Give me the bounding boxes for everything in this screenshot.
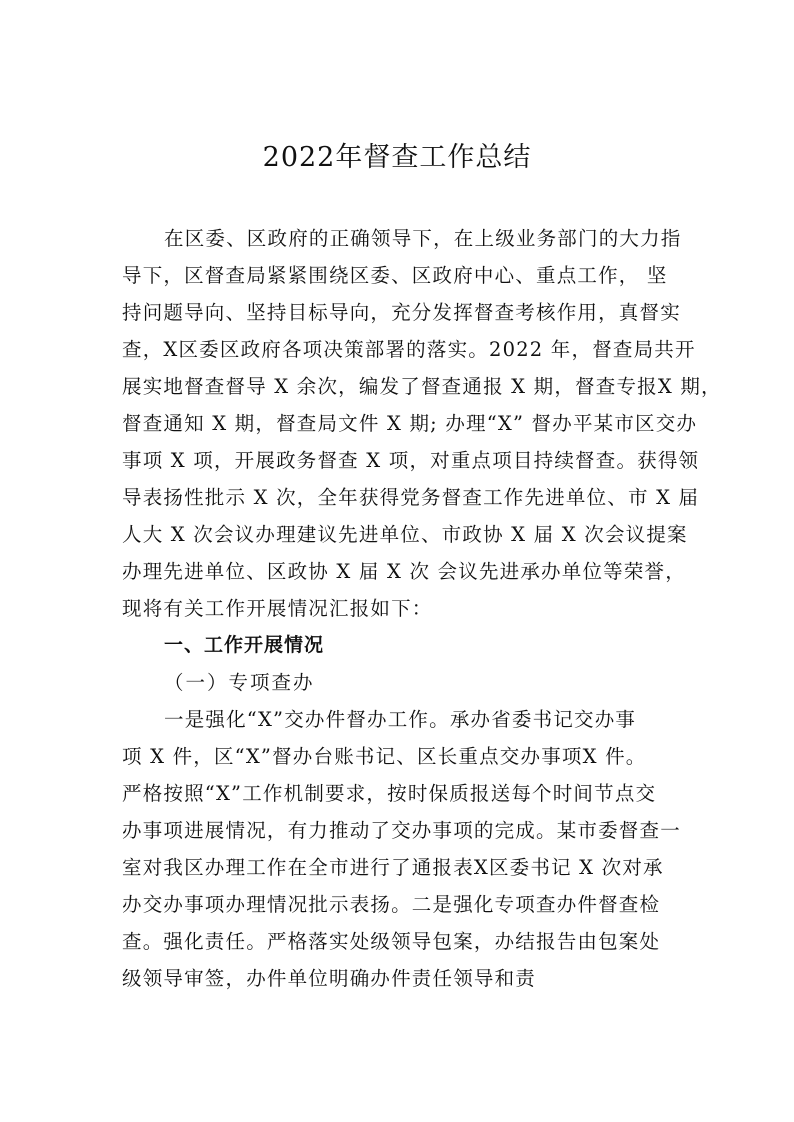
paragraph-line: 导下，区督查局紧紧围绕区委、区政府中心、重点工作， 坚 — [122, 264, 668, 287]
paragraph-line: 查，X区委区政府各项决策部署的落实。2022 年，督查局共开 — [122, 338, 696, 361]
subsection-heading: （一）专项查办 — [164, 671, 315, 694]
section-heading: 一、工作开展情况 — [164, 634, 325, 656]
paragraph-line: 办交办事项办理情况批示表扬。二是强化专项查办件督查检 — [122, 893, 661, 916]
paragraph-line: 项 X 件，区“X”督办台账书记、区长重点交办事项X 件。 — [122, 745, 647, 768]
paragraph-line: 在区委、区政府的正确领导下，在上级业务部门的大力指 — [164, 227, 682, 250]
paragraph-line: 现将有关工作开展情况汇报如下： — [122, 597, 433, 620]
paragraph-line: 办理先进单位、区政协 X 届 X 次 会议先进承办单位等荣誉， — [122, 560, 686, 583]
document-body — [122, 220, 722, 997]
paragraph-line: 一是强化“X”交办件督办工作。承办省委书记交办事 — [164, 708, 637, 731]
paragraph-line: 查。强化责任。严格落实处级领导包案，办结报告由包案处 — [122, 930, 661, 953]
paragraph-line: 级领导审签，办件单位明确办件责任领导和责 — [122, 967, 537, 990]
paragraph-line: 事项 X 项，开展政务督查 X 项，对重点项目持续督查。获得领 — [122, 449, 700, 472]
paragraph-line: 办事项进展情况，有力推动了交办事项的完成。某市委督查一 — [122, 819, 681, 842]
paragraph-line: 室对我区办理工作在全市进行了通报表X区委书记 X 次对承 — [122, 856, 664, 879]
document-title: 2022年督查工作总结 — [262, 142, 532, 173]
paragraph-line: 严格按照“X”工作机制要求，按时保质报送每个时间节点交 — [122, 782, 657, 805]
paragraph-line: 持问题导向、坚持目标导向，充分发挥督查考核作用，真督实 — [122, 301, 681, 324]
paragraph-line: 展实地督查督导 X 余次，编发了督查通报 X 期，督查专报X 期， — [122, 375, 722, 398]
paragraph-line: 导表扬性批示 X 次，全年获得党务督查工作先进单位、市 X 届 — [122, 486, 700, 509]
paragraph-line: 督查通知 X 期，督查局文件 X 期; 办理“X” 督办平某市区交办 — [122, 412, 698, 435]
paragraph-line: 人大 X 次会议办理建议先进单位、市政协 X 届 X 次会议提案 — [122, 523, 688, 546]
